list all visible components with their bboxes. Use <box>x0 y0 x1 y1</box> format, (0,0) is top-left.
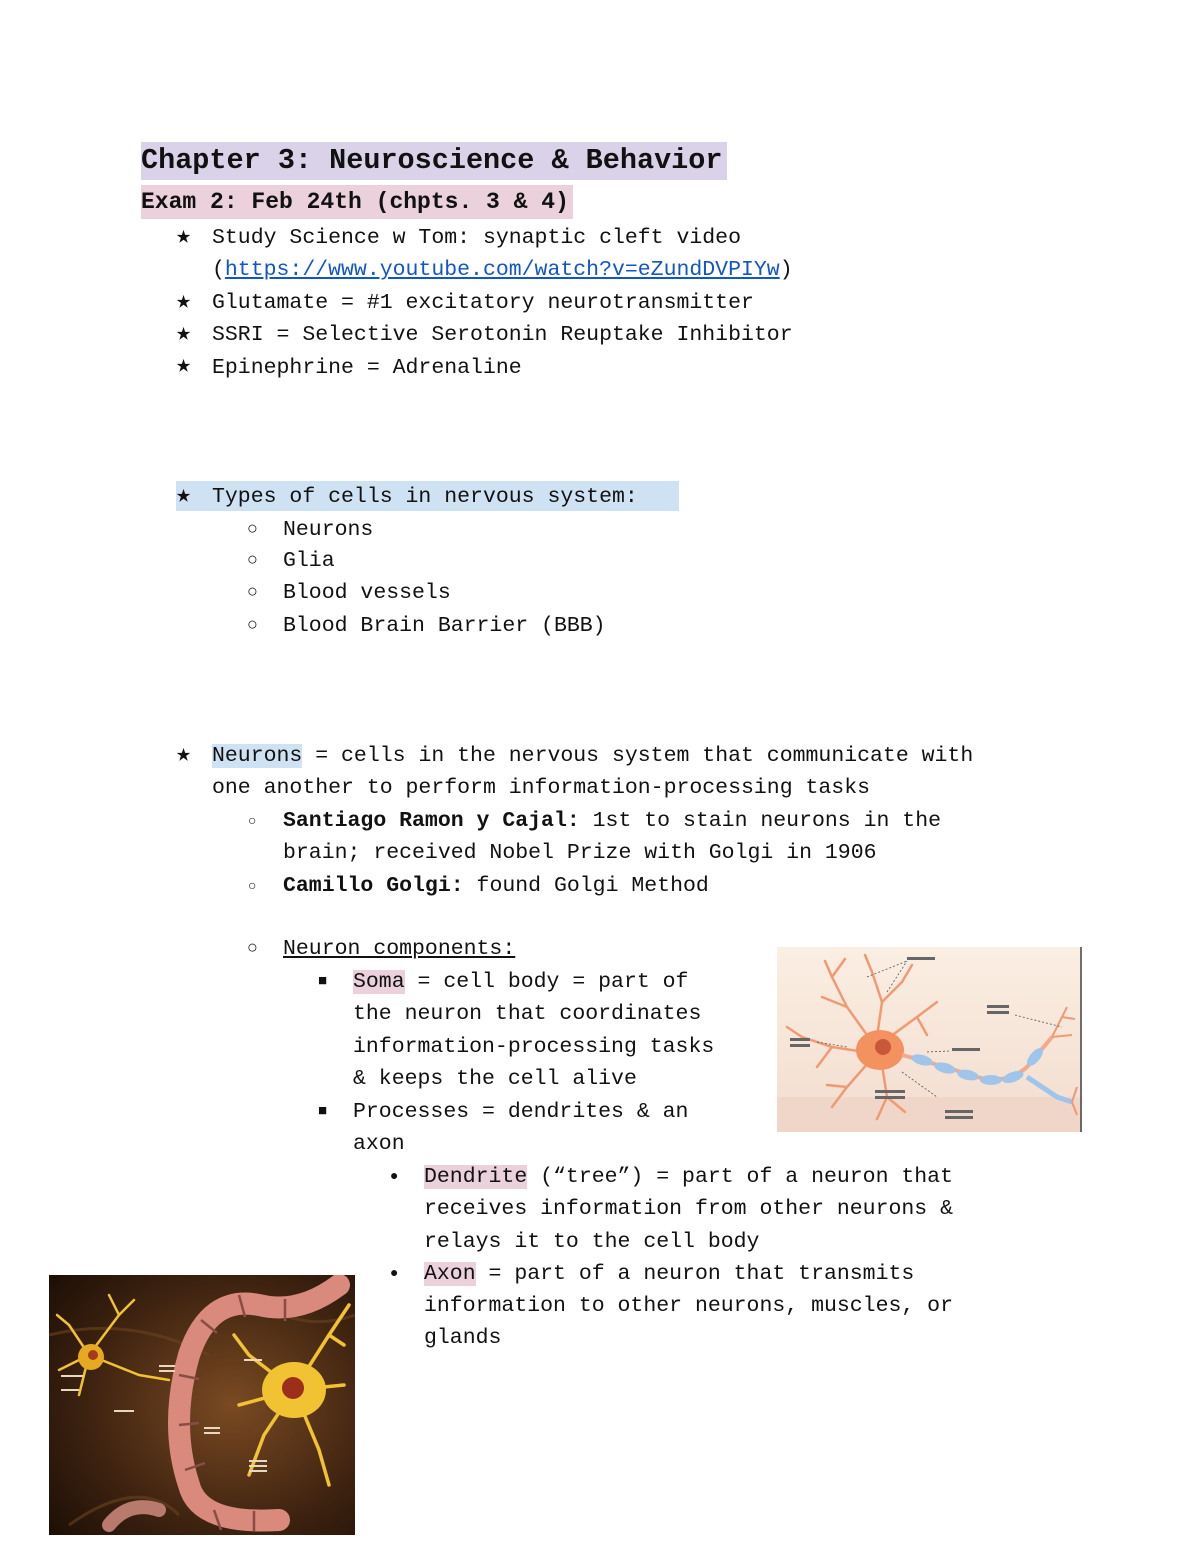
star-icon: ★ <box>176 319 192 348</box>
cajal-line2: brain; received Nobel Prize with Golgi in 1906 <box>283 841 877 865</box>
neurons-term: Neurons <box>212 744 303 768</box>
axon-line2: information to other neurons, muscles, or <box>424 1294 953 1318</box>
note-epinephrine: Epinephrine = Adrenaline <box>212 356 522 380</box>
circle-bullet-icon: ○ <box>247 616 258 636</box>
dendrite-line2: receives information from other neurons & <box>424 1197 953 1221</box>
circle-bullet-icon: ○ <box>248 879 257 895</box>
soma-line3: information-processing tasks <box>353 1035 715 1059</box>
square-bullet-icon: ■ <box>318 973 328 990</box>
cell-type-item: Glia <box>283 549 335 573</box>
soma-line4: & keeps the cell alive <box>353 1067 637 1091</box>
cell-type-item: Neurons <box>283 518 374 542</box>
cell-type-item: Blood vessels <box>283 581 451 605</box>
dendrite-term: Dendrite <box>424 1165 528 1189</box>
circle-bullet-icon: ○ <box>247 520 258 540</box>
axon-line1: Axon = part of a neuron that transmits <box>424 1262 915 1286</box>
dot-bullet-icon: ● <box>390 1169 399 1185</box>
neuron-components-heading: Neuron components: <box>283 937 516 961</box>
star-icon: ★ <box>176 287 192 316</box>
circle-bullet-icon: ○ <box>247 939 258 959</box>
neuron-illustration-image <box>49 1275 355 1535</box>
circle-bullet-icon: ○ <box>247 583 258 603</box>
star-icon: ★ <box>176 740 192 769</box>
neuron-diagram-image <box>777 947 1082 1132</box>
axon-term: Axon <box>424 1262 476 1286</box>
axon-line3: glands <box>424 1326 502 1350</box>
circle-bullet-icon: ○ <box>248 814 257 830</box>
neurons-def-line2: one another to perform information-processing tasks <box>212 776 871 800</box>
neurons-def-line1: Neurons = cells in the nervous system that communicate with <box>212 744 974 768</box>
star-icon: ★ <box>176 222 192 251</box>
youtube-link[interactable]: https://www.youtube.com/watch?v=eZundDVPIYw <box>224 258 780 282</box>
dendrite-line1: Dendrite (“tree”) = part of a neuron that <box>424 1165 953 1189</box>
soma-line1: Soma = cell body = part of <box>353 970 689 994</box>
processes-line2: axon <box>353 1132 405 1156</box>
cells-heading: Types of cells in nervous system: <box>212 485 638 509</box>
cell-type-item: Blood Brain Barrier (BBB) <box>283 614 606 638</box>
exam-date: Exam 2: Feb 24th (chpts. 3 & 4) <box>141 185 573 219</box>
star-icon: ★ <box>176 351 192 380</box>
processes-line1: Processes = dendrites & an <box>353 1100 689 1124</box>
page-title: Chapter 3: Neuroscience & Behavior <box>141 142 727 180</box>
dot-bullet-icon: ● <box>390 1266 399 1282</box>
dendrite-line3: relays it to the cell body <box>424 1230 760 1254</box>
star-icon: ★ <box>176 481 192 510</box>
soma-term: Soma <box>353 970 405 994</box>
note-video: Study Science w Tom: synaptic cleft video <box>212 226 741 250</box>
soma-line2: the neuron that coordinates <box>353 1002 702 1026</box>
note-video-link-line: (https://www.youtube.com/watch?v=eZundDVPIYw) <box>212 258 793 282</box>
note-ssri: SSRI = Selective Serotonin Reuptake Inhibitor <box>212 323 793 347</box>
cajal-name: Santiago Ramon y Cajal: <box>283 809 580 833</box>
note-glutamate: Glutamate = #1 excitatory neurotransmitter <box>212 291 754 315</box>
cajal-line1: Santiago Ramon y Cajal: 1st to stain neurons in the <box>283 809 942 833</box>
golgi-line: Camillo Golgi: found Golgi Method <box>283 874 709 898</box>
golgi-name: Camillo Golgi: <box>283 874 464 898</box>
circle-bullet-icon: ○ <box>247 551 258 571</box>
square-bullet-icon: ■ <box>318 1103 328 1120</box>
